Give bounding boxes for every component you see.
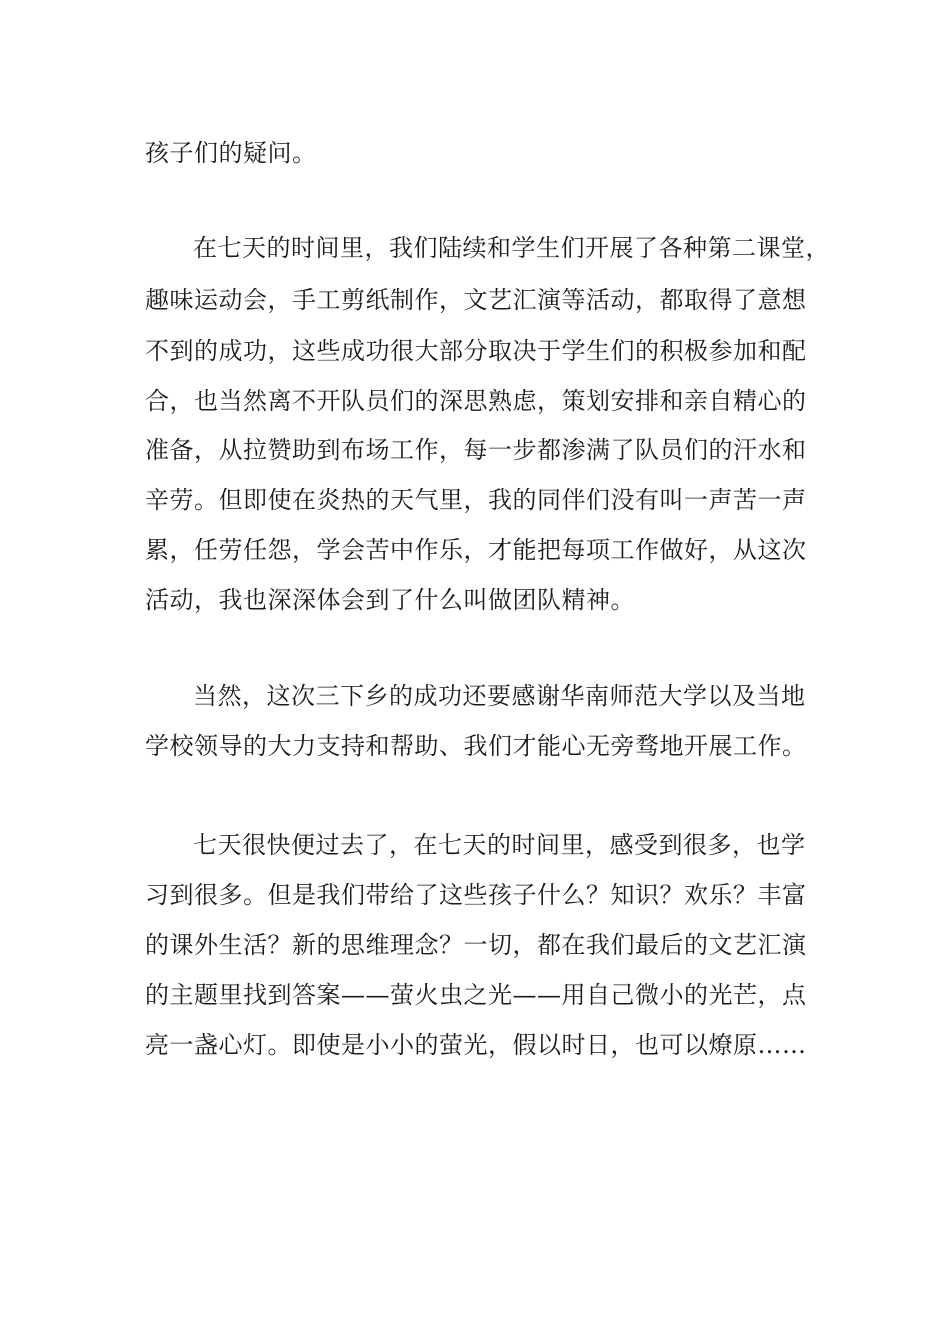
paragraph-2-line-3: 不到的成功，这些成功很大部分取决于学生们的积极参加和配 [145, 337, 807, 365]
paragraph-4-line-3: 的课外生活？新的思维理念？一切，都在我们最后的文艺汇演 [145, 931, 807, 959]
paragraph-1-line-1: 孩子们的疑问。 [145, 139, 317, 167]
paragraph-4-line-1: 七天很快便过去了，在七天的时间里，感受到很多，也学 [193, 831, 806, 859]
paragraph-2-line-6: 辛劳。但即使在炎热的天气里，我的同伴们没有叫一声苦一声 [145, 486, 807, 514]
paragraph-2-line-4: 合，也当然离不开队员们的深思熟虑，策划安排和亲自精心的 [145, 387, 807, 415]
paragraph-4-line-2: 习到很多。但是我们带给了这些孩子什么？知识？欢乐？丰富 [145, 881, 807, 909]
paragraph-3-line-2: 学校领导的大力支持和帮助、我们才能心无旁骛地开展工作。 [145, 732, 807, 760]
paragraph-2-line-5: 准备，从拉赞助到布场工作，每一步都渗满了队员们的汗水和 [145, 436, 807, 464]
paragraph-2-line-8: 活动，我也深深体会到了什么叫做团队精神。 [145, 586, 635, 614]
paragraph-3-line-1: 当然，这次三下乡的成功还要感谢华南师范大学以及当地 [193, 682, 806, 710]
paragraph-4-line-5: 亮一盏心灯。即使是小小的萤光，假以时日，也可以燎原…… [145, 1031, 807, 1059]
paragraph-2-line-1: 在七天的时间里，我们陆续和学生们开展了各种第二课堂， [193, 234, 830, 262]
paragraph-2-line-7: 累，任劳任怨，学会苦中作乐，才能把每项工作做好，从这次 [145, 536, 807, 564]
paragraph-2-line-2: 趣味运动会，手工剪纸制作，文艺汇演等活动，都取得了意想 [145, 286, 807, 314]
paragraph-4-line-4: 的主题里找到答案——萤火虫之光——用自己微小的光芒，点 [145, 981, 807, 1009]
